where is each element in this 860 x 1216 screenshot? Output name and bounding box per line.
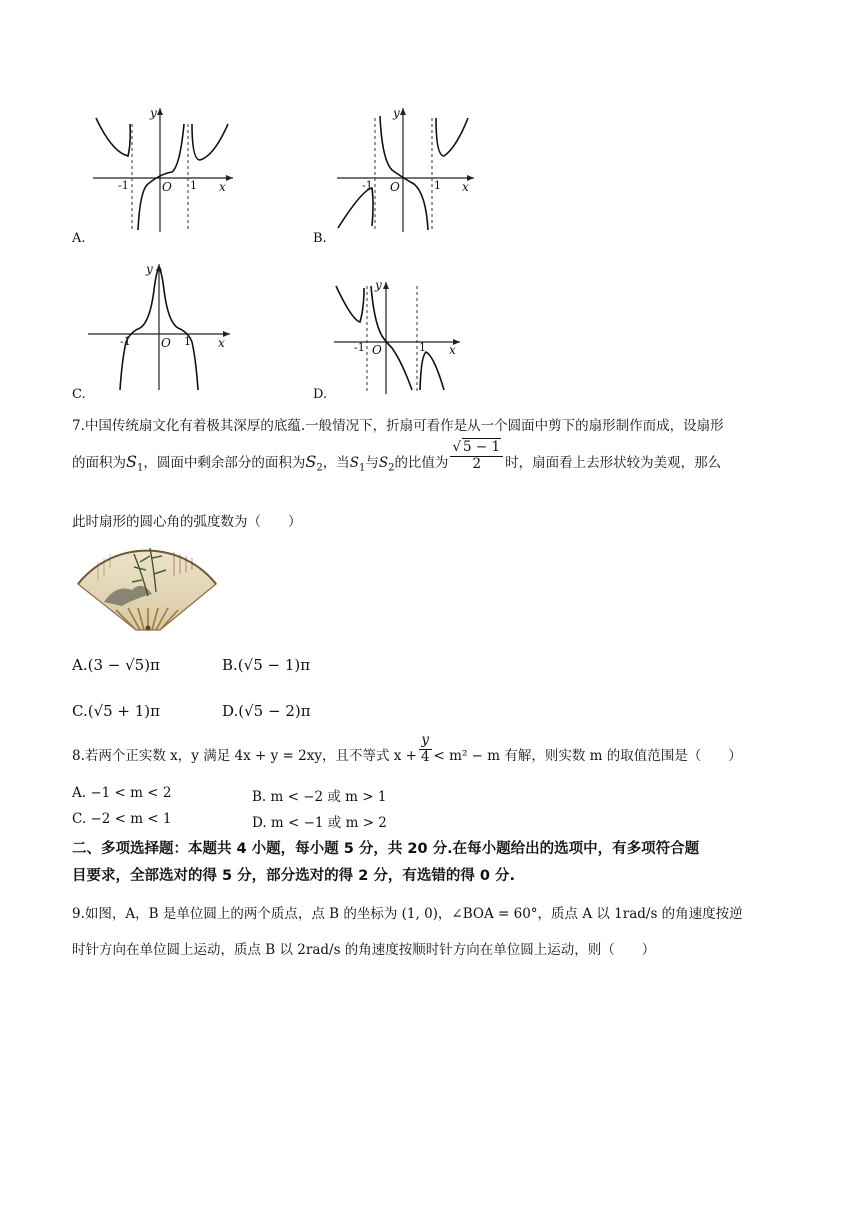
option-d-label: D. (313, 387, 328, 402)
s2-subscript: 2 (316, 462, 323, 474)
graph-x-label: x (449, 343, 456, 357)
s2-symbol: S (305, 452, 317, 471)
q8-option-c: C. −2 < m < 1 (72, 811, 172, 827)
option-a-label: A. (72, 231, 86, 246)
graph-one-label: 1 (184, 335, 191, 348)
graph-neg-one-label: -1 (354, 341, 365, 354)
graph-d (330, 278, 470, 396)
q7-line2 (72, 439, 722, 474)
graph-origin-label: O (162, 180, 172, 194)
q7-option-c: C.(√5 + 1)π (72, 702, 161, 720)
y-over-4-fraction (419, 733, 432, 765)
fraction-numerator: 5 − 1 (463, 439, 501, 456)
fraction-denominator: 2 (472, 456, 482, 472)
graph-a (88, 104, 238, 234)
q7-text: ，当 (322, 455, 350, 471)
graph-origin-label: O (390, 180, 400, 194)
graph-one-label: 1 (419, 341, 426, 354)
section2-line2: 目要求，全部选对的得 5 分，部分选对的得 2 分，有选错的得 0 分. (72, 868, 516, 884)
q9-line2: 时针方向在单位圆上运动，质点 B 以 2rad/s 的角速度按顺时针方向在单位圆上运动，则（ ） (72, 942, 656, 958)
s1-symbol: S (349, 455, 359, 471)
folding-fan-image (76, 540, 218, 638)
graph-origin-label: O (372, 343, 382, 357)
section2-line1: 二、多项选择题：本题共 4 小题，每小题 5 分，共 20 分.在每小题给出的选项中，有多项符合题 (72, 841, 700, 857)
q7-text: 的比值为 (394, 455, 449, 471)
q7-line1: 7.中国传统扇文化有着极其深厚的底蕴.一般情况下，折扇可看作是从一个圆面中剪下的扇形制作而成，设扇形 (72, 418, 724, 434)
graph-x-label: x (462, 180, 469, 194)
q7-option-a: A.(3 − √5)π (72, 656, 160, 674)
q7-text: ，圆面中剩余部分的面积为 (143, 455, 306, 471)
graph-y-label: y (393, 106, 400, 120)
graph-b (332, 104, 482, 234)
graph-origin-label: O (161, 336, 171, 350)
q7-text: 与 (365, 455, 379, 471)
fraction-denominator: 4 (420, 749, 430, 765)
s2-subscript: 2 (388, 462, 395, 474)
q8-line1 (72, 732, 742, 766)
q7-line3: 此时扇形的圆心角的弧度数为（ ） (72, 514, 302, 530)
graph-one-label: 1 (434, 179, 441, 192)
q9-line1: 9.如图，A，B 是单位圆上的两个质点，点 B 的坐标为 (1, 0)，∠BOA = 60°，质点 A 以 1rad/s 的角速度按逆 (72, 906, 743, 922)
option-c-label: C. (72, 387, 86, 402)
s1-subscript: 1 (358, 462, 366, 474)
graph-y-label: y (375, 278, 382, 292)
graph-y-label: y (146, 262, 153, 276)
s1-subscript: 1 (136, 462, 144, 474)
q8-text: 8.若两个正实数 x，y 满足 4x + y = 2xy，且不等式 x + (72, 748, 417, 764)
q7-text: 的面积为 (72, 455, 126, 471)
fraction-numerator: y (419, 733, 432, 750)
s2-symbol: S (378, 455, 389, 471)
q8-option-d: D. m < −1 或 m > 2 (252, 815, 387, 831)
graph-c (84, 260, 236, 392)
graph-neg-one-label: -1 (118, 179, 129, 192)
golden-ratio-fraction: $\frac{√ 5 - 1}{2}$ (450, 440, 503, 472)
option-b-label: B. (313, 231, 327, 246)
q7-text: 时，扇面看上去形状较为美观，那么 (505, 455, 722, 471)
q7-option-b: B.(√5 − 1)π (222, 656, 311, 674)
s1-symbol: S (126, 452, 137, 471)
graph-x-label: x (218, 336, 225, 350)
graph-neg-one-label: -1 (362, 179, 373, 192)
q8-text: < m² − m 有解，则实数 m 的取值范围是（ ） (433, 748, 742, 764)
q7-option-d: D.(√5 − 2)π (222, 702, 311, 720)
q8-option-a: A. −1 < m < 2 (72, 785, 172, 801)
graph-neg-one-label: -1 (120, 335, 131, 348)
graph-y-label: y (150, 106, 157, 120)
q8-option-b: B. m < −2 或 m > 1 (252, 789, 387, 805)
graph-one-label: 1 (190, 179, 197, 192)
graph-x-label: x (219, 180, 226, 194)
